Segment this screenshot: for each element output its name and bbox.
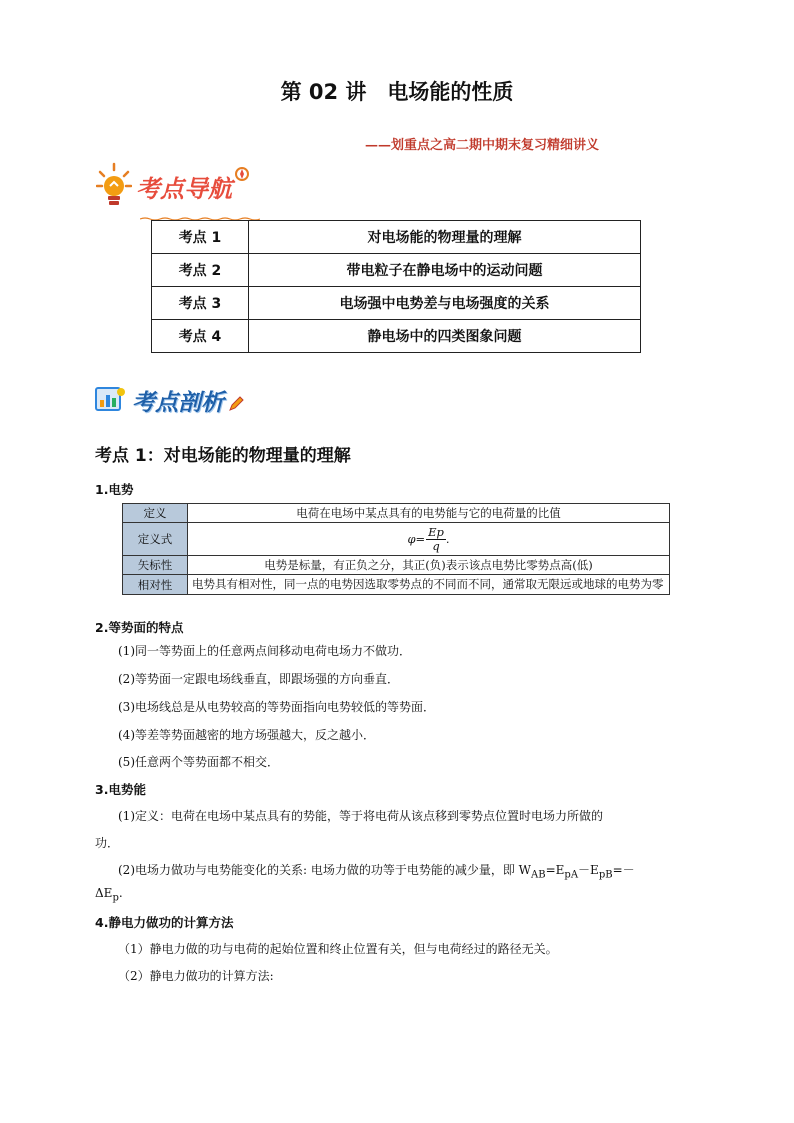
topic-nav-banner bbox=[96, 160, 286, 212]
compass-icon bbox=[234, 166, 250, 186]
formula-lhs: φ= bbox=[407, 532, 426, 546]
topic-number: 考点 4 bbox=[152, 320, 249, 353]
table-row bbox=[123, 504, 670, 523]
potential-definition-table bbox=[122, 503, 670, 595]
pencil-icon bbox=[228, 396, 244, 416]
list-item: (4)等差等势面越密的地方场强越大，反之越小． bbox=[118, 728, 375, 742]
row-content: 电势是标量，有正负之分，其正(负)表示该点电势比零势点高(低) bbox=[188, 556, 670, 575]
formula-denominator: q bbox=[432, 538, 440, 553]
row-content: 电势具有相对性，同一点的电势因选取零势点的不同而不同，通常取无限远或地球的电势为零 bbox=[188, 575, 670, 595]
page-title: 第 02 讲 电场能的性质 bbox=[280, 80, 514, 104]
topic-name: 对电场能的物理量的理解 bbox=[249, 221, 641, 254]
topic-number: 考点 2 bbox=[152, 254, 249, 287]
subsection-heading: 2.等势面的特点 bbox=[95, 620, 184, 635]
subsection-heading: 4.静电力做功的计算方法 bbox=[95, 915, 234, 930]
table-row bbox=[152, 221, 641, 254]
page-subtitle: ——划重点之高二期中期末复习精细讲义 bbox=[364, 138, 599, 153]
table-row bbox=[152, 287, 641, 320]
list-item: （1）静电力做的功与电荷的起始位置和终止位置有关，但与电荷经过的路径无关。 bbox=[118, 942, 558, 956]
wavy-underline bbox=[140, 206, 260, 210]
row-content: 电荷在电场中某点具有的电势能与它的电荷量的比值 bbox=[188, 504, 670, 523]
topics-table bbox=[151, 220, 641, 353]
row-label: 相对性 bbox=[123, 575, 188, 595]
topic-analysis-label: 考点剖析 bbox=[132, 389, 224, 416]
list-item: (1)同一等势面上的任意两点间移动电荷电场力不做功． bbox=[118, 644, 412, 658]
lightbulb-icon bbox=[96, 162, 132, 210]
section-heading: 考点 1：对电场能的物理量的理解 bbox=[95, 446, 351, 466]
row-label: 矢标性 bbox=[123, 556, 188, 575]
potential-formula: φ= $\frac{Ep}{q}$ . bbox=[407, 524, 450, 553]
paragraph: (2)电场力做功与电势能变化的关系: 电场力做的功等于电势能的减少量，即 $W_{AB}=E_{pA}-E_{pB}=-$ bbox=[118, 863, 635, 881]
table-row bbox=[123, 523, 670, 556]
analysis-icon bbox=[94, 384, 128, 416]
topic-analysis-banner bbox=[94, 380, 284, 420]
paragraph: $\Delta E_p$. bbox=[95, 886, 123, 904]
topic-number: 考点 3 bbox=[152, 287, 249, 320]
subsection-heading: 1.电势 bbox=[95, 482, 134, 497]
topic-nav-label: 考点导航 bbox=[136, 174, 232, 203]
formula-cell bbox=[188, 523, 670, 556]
list-item: (2)等势面一定跟电场线垂直，即跟场强的方向垂直． bbox=[118, 672, 400, 686]
subsection-heading: 3.电势能 bbox=[95, 782, 146, 797]
table-row bbox=[152, 320, 641, 353]
row-label: 定义 bbox=[123, 504, 188, 523]
list-item: (5)任意两个等势面都不相交． bbox=[118, 755, 279, 769]
formula-numerator: Ep bbox=[428, 524, 444, 539]
topic-name: 静电场中的四类图象问题 bbox=[249, 320, 641, 353]
row-label: 定义式 bbox=[123, 523, 188, 556]
topic-name: 带电粒子在静电场中的运动问题 bbox=[249, 254, 641, 287]
table-row bbox=[123, 556, 670, 575]
table-row bbox=[152, 254, 641, 287]
topic-number: 考点 1 bbox=[152, 221, 249, 254]
list-item: （2）静电力做功的计算方法: bbox=[118, 969, 274, 983]
paragraph: 功． bbox=[95, 836, 120, 850]
list-item: (3)电场线总是从电势较高的等势面指向电势较低的等势面． bbox=[118, 700, 436, 714]
paragraph: (1)定义：电荷在电场中某点具有的势能，等于将电荷从该点移到零势点位置时电场力所做的 bbox=[118, 809, 604, 823]
table-row bbox=[123, 575, 670, 595]
topic-name: 电场强中电势差与电场强度的关系 bbox=[249, 287, 641, 320]
